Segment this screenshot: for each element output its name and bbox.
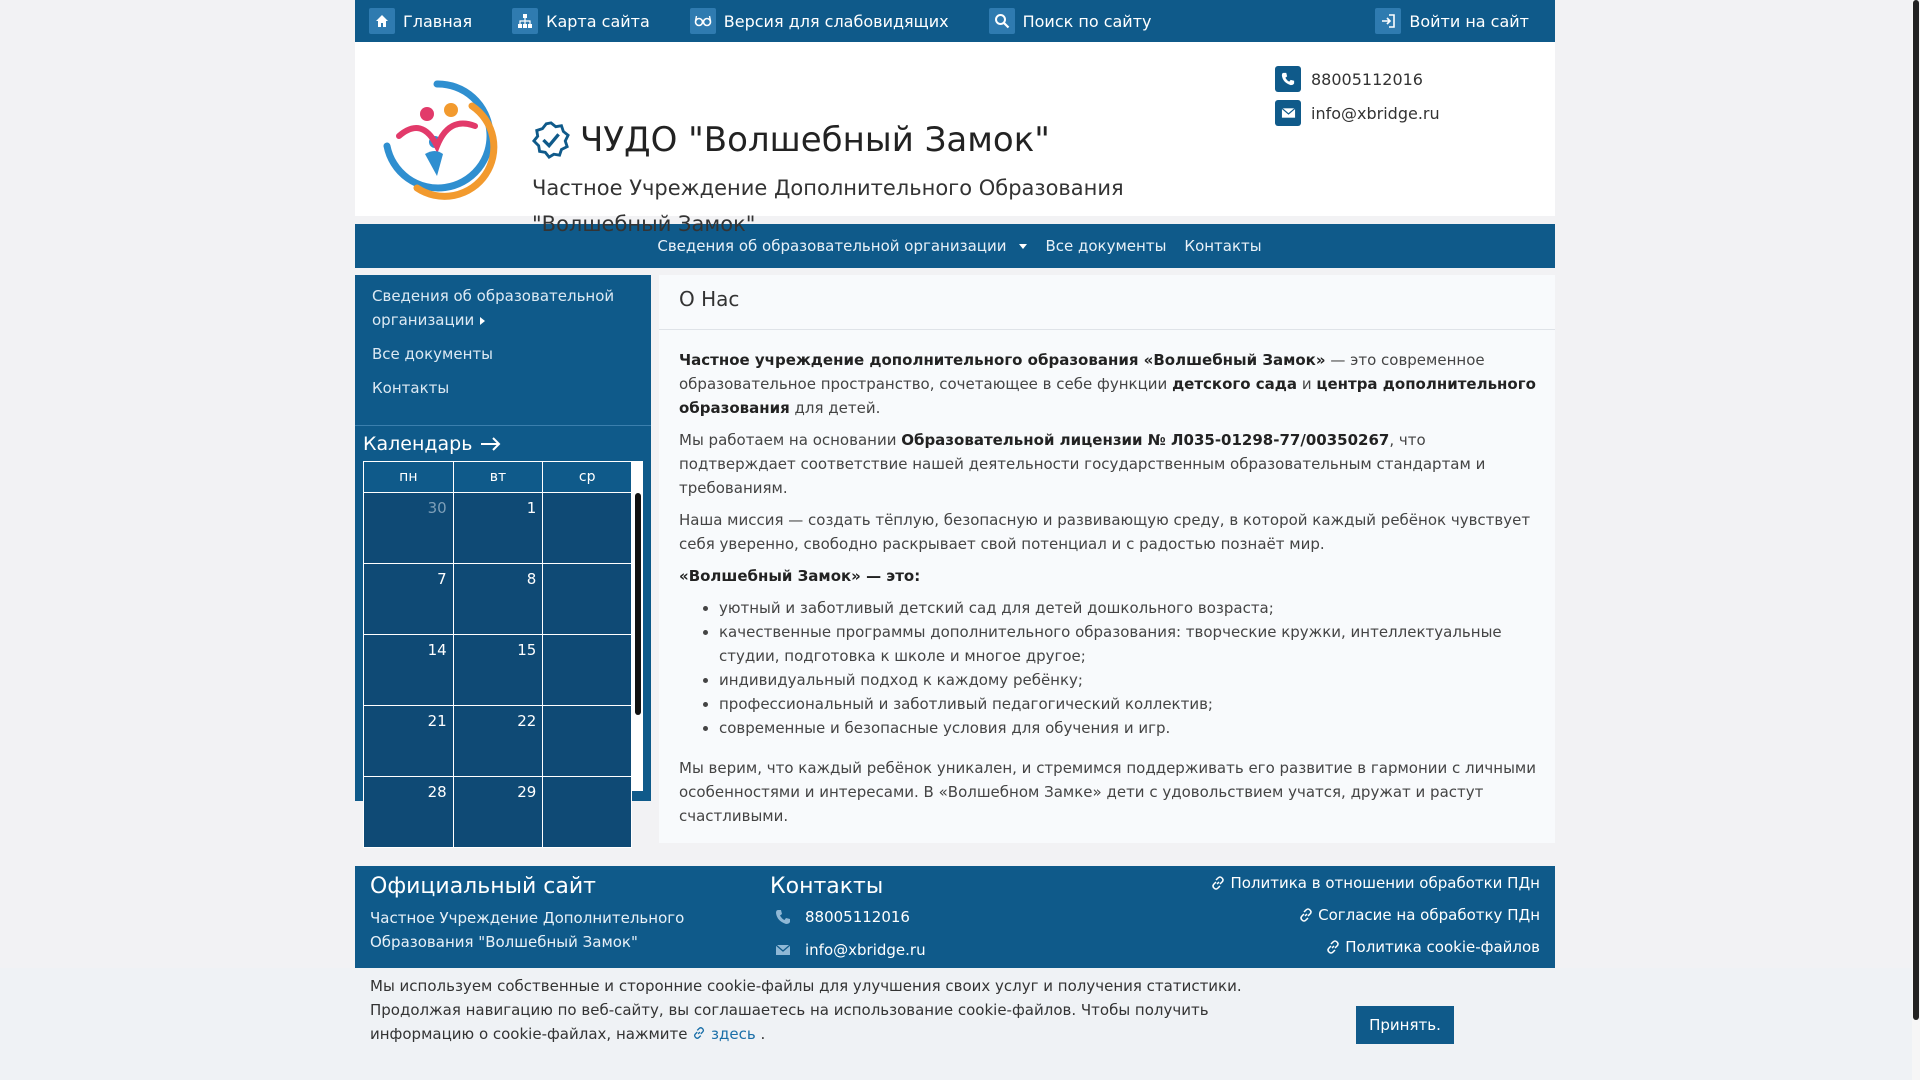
calendar-day[interactable] [543,564,632,635]
main-content [659,275,1555,843]
intro-paragraph [679,348,1543,420]
login-icon [1375,8,1401,34]
cookie-more-link[interactable] [692,1025,755,1043]
footer-link-pdn-consent[interactable] [1298,906,1540,924]
search-link[interactable] [989,8,1152,34]
footer-link-pdn-policy[interactable] [1210,874,1540,892]
footer-link-cookie-policy-label: Политика cookie-файлов [1345,938,1540,956]
chevron-right-icon [480,317,485,325]
sitemap-label: Карта сайта [546,11,650,31]
chevron-down-icon [1019,244,1027,249]
phone-icon [1275,66,1301,92]
sidebar-item-info-label: Сведения об образовательной организации [372,287,615,329]
license-paragraph [679,428,1543,500]
sidebar-menu [355,275,651,426]
calendar-day[interactable]: 1 [453,493,543,564]
calendar-day[interactable]: 15 [453,635,543,706]
cookie-line-1: Мы используем собственные и сторонние cookie-файлы для улучшения своих услуг и получения статистики. [370,977,1242,995]
calendar [363,461,643,801]
calendar-title: Календарь [363,433,473,455]
sidebar [355,275,651,801]
calendar-day[interactable] [543,493,632,564]
search-icon [989,8,1015,34]
bold-text: Частное учреждение дополнительного образования «Волшебный Замок» [679,351,1326,369]
cookie-more-label: здесь [711,1025,756,1043]
calendar-day[interactable]: 30 [364,493,454,564]
site-subtitle: Частное Учреждение Дополнительного Образования "Волшебный Замок" [532,176,1124,236]
bold-text: детского сада [1172,375,1298,393]
nav-info-label: Сведения об образовательной организации [657,237,1007,255]
sidebar-item-contacts[interactable]: Контакты [372,379,450,397]
page-scrollbar-thumb[interactable] [1913,0,1919,1020]
calendar-day[interactable] [543,635,632,706]
accessibility-link[interactable] [690,8,949,34]
footer-email[interactable] [775,941,926,959]
site-title [532,120,1050,160]
calendar-day[interactable]: 14 [364,635,454,706]
bold-text: «Волшебный Замок» — это: [679,567,921,585]
logo[interactable] [377,76,497,196]
calendar-day[interactable]: 7 [364,564,454,635]
glasses-icon [690,8,716,34]
sidebar-item-info[interactable] [372,279,635,337]
search-label: Поиск по сайту [1022,11,1152,31]
phone-icon [775,909,791,925]
top-bar [355,0,1555,42]
email-icon [1275,100,1301,126]
footer-official-text: Частное Учреждение Дополнительного Образования "Волшебный Замок" [370,909,685,951]
sidebar-item-docs[interactable]: Все документы [372,345,493,363]
sitemap-link[interactable] [512,8,650,34]
list-item: • профессиональный и заботливый педагогический коллектив; [719,692,1543,716]
home-link[interactable] [369,8,472,34]
link-icon [1210,875,1226,891]
cookie-end: . [760,1025,766,1043]
footer-official-title: Официальный сайт [370,874,596,899]
arrow-right-icon [480,436,502,452]
calendar-day[interactable] [543,777,632,848]
footer-phone[interactable] [775,908,910,926]
mission-paragraph: Наша миссия — создать тёплую, безопасную и развивающую среду, в которой каждый ребёнок чувствует себя уверенно, свободно раскрывает свой потенциал и с радостью познаёт мир. [679,511,1531,553]
cookie-banner [0,968,1912,1080]
footer-link-cookie-policy[interactable] [1325,938,1540,956]
cookie-line-2: Продолжая навигацию по веб-сайту, вы соглашаетесь на использование cookie-файлов. Чтобы получить информацию о cookie-файлах, нажмите [370,1001,1209,1043]
text: , что подтверждает соответствие нашей деятельности государственным образовательным стандартам и требованиям. [679,431,1486,497]
site-title-text: ЧУДО "Волшебный Замок" [580,120,1050,160]
calendar-day[interactable]: 21 [364,706,454,777]
list-item: • качественные программы дополнительного образования: творческие кружки, интеллектуальные студии, подготовка к школе и многое другое; [719,620,1543,668]
sitemap-icon [512,8,538,34]
site-header [355,42,1555,236]
link-icon [1298,907,1314,923]
weekday-header: пн [364,462,454,493]
email-icon [775,944,791,956]
home-label: Главная [403,11,473,31]
closing-paragraph: Мы верим, что каждый ребёнок уникален, и стремимся поддерживать его развитие в гармонии с личными особенностями и интересами. В «Волшебном Замке» дети с удовольствием учатся, дружат и растут счастливыми. [679,759,1536,825]
calendar-day[interactable]: 22 [453,706,543,777]
list-item: • уютный и заботливый детский сад для детей дошкольного возраста; [719,596,1543,620]
calendar-link[interactable] [355,426,651,461]
verified-icon [532,121,570,159]
page [355,0,1555,959]
text: для детей. [789,399,881,417]
home-icon [369,8,395,34]
bold-text: Образовательной лицензии № Л035-01298-77/00350267 [901,431,1390,449]
header-phone-text: 88005112016 [1311,69,1423,89]
footer-link-pdn-policy-label: Политика в отношении обработки ПДн [1230,874,1540,892]
content-body [659,330,1555,828]
calendar-day[interactable] [543,706,632,777]
text: Мы работаем на основании [679,431,902,449]
login-link[interactable] [1375,8,1529,34]
page-scrollbar[interactable] [1912,0,1920,1080]
feature-list [679,596,1543,740]
link-icon [1325,939,1341,955]
header-email-text: info@xbridge.ru [1311,103,1440,123]
nav-docs[interactable]: Все документы [1045,237,1167,255]
list-item: • индивидуальный подход к каждому ребёнку; [719,668,1543,692]
page-title: О Нас [659,275,1555,330]
footer-phone-text: 88005112016 [805,908,910,926]
calendar-scrollbar[interactable] [635,493,641,715]
bold-text: центра дополнительного образования [679,375,1536,417]
list-item: • современные и безопасные условия для обучения и игр. [719,716,1543,740]
accessibility-label: Версия для слабовидящих [723,11,949,31]
calendar-table [363,461,632,848]
text: и [1297,375,1317,393]
login-label: Войти на сайт [1409,11,1529,31]
footer-contacts-title: Контакты [770,874,884,899]
accept-cookies-button[interactable]: Принять. [1356,1006,1454,1044]
list-heading [679,564,1543,588]
header-email[interactable] [1275,100,1440,126]
weekday-header: вт [453,462,543,493]
calendar-day[interactable]: 8 [453,564,543,635]
weekday-header: ср [543,462,632,493]
text: — это современное образовательное пространство, сочетающее в себе функции [679,351,1485,393]
footer-link-pdn-consent-label: Согласие на обработку ПДн [1318,906,1540,924]
nav-contacts[interactable]: Контакты [1184,237,1262,255]
cookie-text [370,974,1250,1046]
link-icon [692,1026,706,1040]
header-phone[interactable] [1275,66,1423,92]
calendar-day[interactable]: 28 [364,777,454,848]
calendar-day[interactable]: 29 [453,777,543,848]
footer-email-text: info@xbridge.ru [805,941,926,959]
